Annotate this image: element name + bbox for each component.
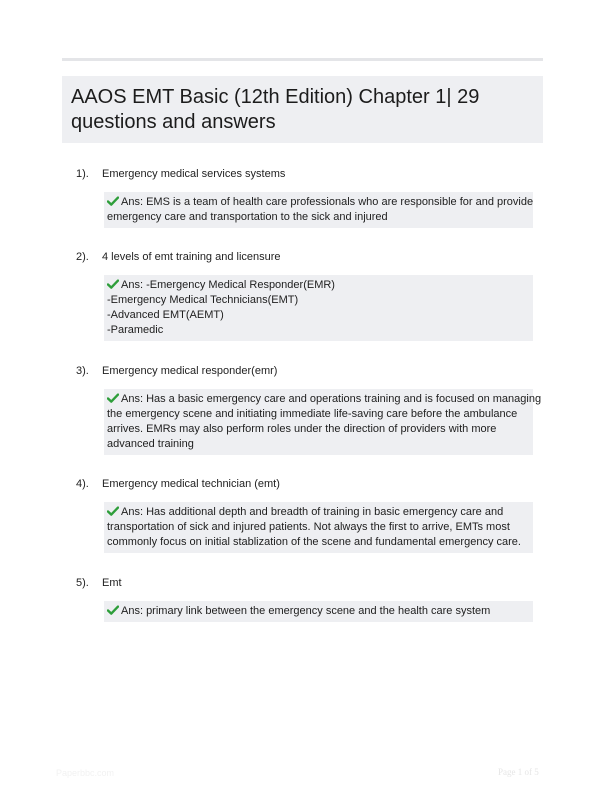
- answer-box: [104, 502, 533, 553]
- question-text: Emergency medical services systems: [102, 168, 286, 180]
- answer-box: [104, 275, 533, 341]
- answer-line: [107, 520, 530, 535]
- question-number: 2).: [76, 251, 89, 263]
- answer-line: [107, 210, 530, 225]
- answer-line: [107, 293, 530, 308]
- answer-line: [107, 392, 542, 407]
- checkmark-icon: [107, 506, 119, 516]
- answer-text: Ans: Has additional depth and breadth of training in basic emergency care and: [121, 506, 504, 518]
- question-text: Emergency medical responder(emr): [102, 365, 278, 377]
- answer-line: [107, 308, 530, 323]
- checkmark-icon: [107, 279, 119, 289]
- question-text: 4 levels of emt training and licensure: [102, 251, 281, 263]
- answer-text: -Advanced EMT(AEMT): [107, 309, 224, 321]
- answer-box: [104, 389, 542, 455]
- answer-line: [107, 195, 534, 210]
- question-text: Emergency medical technician (emt): [102, 478, 280, 490]
- checkmark-icon: [107, 605, 119, 615]
- answer-line: [107, 505, 530, 520]
- answer-text: emergency care and transportation to the sick and injured: [107, 211, 388, 223]
- answer-text: Ans: EMS is a team of health care professionals who are responsible for and provide: [121, 196, 534, 208]
- question-text: Emt: [102, 577, 122, 589]
- answer-text: transportation of sick and injured patients. Not always the first to arrive, EMTs most: [107, 521, 510, 533]
- page-title: AAOS EMT Basic (12th Edition) Chapter 1| 29 questions and answers: [71, 86, 480, 133]
- answer-text: Ans: Has a basic emergency care and operations training and is focused on managing: [121, 393, 542, 405]
- answer-line: [107, 422, 530, 437]
- answer-text: Ans: -Emergency Medical Responder(EMR): [121, 279, 335, 291]
- answer-box: [104, 601, 533, 622]
- answer-line: [107, 437, 530, 452]
- answer-line: [107, 604, 530, 619]
- top-divider: [62, 58, 543, 61]
- answer-line: [107, 278, 530, 293]
- answer-text: commonly focus on initial stablization of the scene and fundamental emergency care.: [107, 536, 521, 548]
- answer-line: [107, 323, 530, 338]
- question-number: 5).: [76, 577, 89, 589]
- answer-line: [107, 407, 530, 422]
- question-number: 1).: [76, 168, 89, 180]
- answer-text: -Emergency Medical Technicians(EMT): [107, 294, 299, 306]
- answer-text: Ans: primary link between the emergency scene and the health care system: [121, 605, 491, 617]
- question-number: 3).: [76, 365, 89, 377]
- answer-text: advanced training: [107, 438, 194, 450]
- checkmark-icon: [107, 393, 119, 403]
- answer-text: -Paramedic: [107, 324, 164, 336]
- answer-box: [104, 192, 533, 228]
- answer-line: [107, 535, 530, 550]
- answer-text: the emergency scene and initiating immediate life-saving care before the ambulance: [107, 408, 518, 420]
- footer-watermark: Paperbbc.com: [56, 768, 115, 778]
- answer-text: arrives. EMRs may also perform roles under the direction of providers with more: [107, 423, 497, 435]
- page-number: Page 1 of 5: [498, 767, 539, 777]
- title-banner: [62, 76, 543, 143]
- question-number: 4).: [76, 478, 89, 490]
- checkmark-icon: [107, 196, 119, 206]
